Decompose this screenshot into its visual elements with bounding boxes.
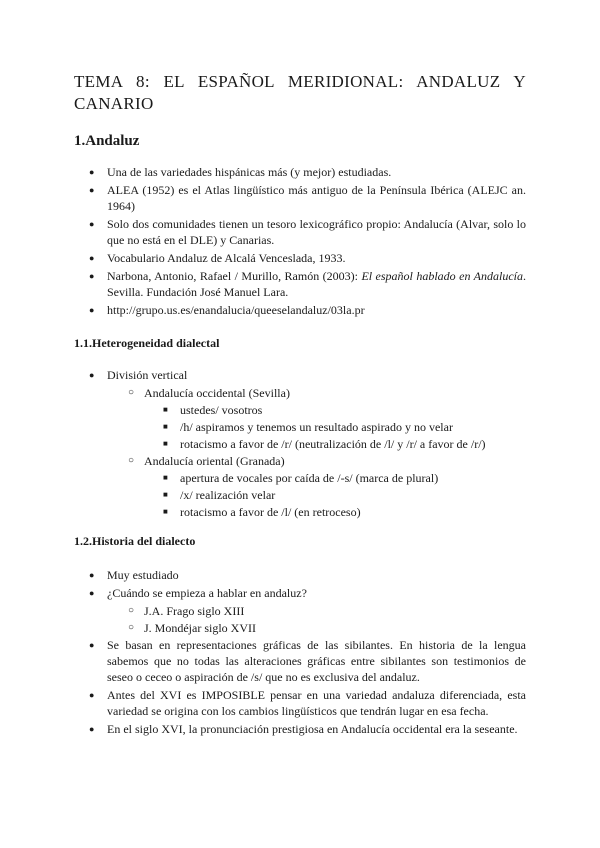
list-item: ● Muy estudiado: [89, 568, 179, 582]
list-item: ○ Andalucía occidental (Sevilla): [128, 386, 290, 400]
bullet-icon: ○: [128, 455, 135, 466]
bullet-icon: ●: [89, 167, 95, 177]
bullet-icon: ●: [89, 370, 95, 380]
list-item: [0, 302, 600, 318]
list-item: ● ALEA (1952) es el Atlas lingüístico más antiguo de la Península Ibérica (ALEJC an. 1964): [89, 183, 526, 213]
bullet-icon: ●: [89, 219, 95, 229]
section-heading-historia: 1.2.Historia del dialecto: [74, 534, 196, 548]
book-title: El español hablado en Andalucía: [361, 269, 523, 283]
list-item: ■ /h/ aspiramos y tenemos un resultado aspirado y no velar: [163, 420, 453, 434]
section-heading-heterogeneidad: 1.1.Heterogeneidad dialectal: [74, 336, 220, 350]
list-item: ■ ustedes/ vosotros: [163, 403, 263, 417]
bullet-icon: ●: [89, 185, 95, 195]
bullet-icon: ■: [163, 439, 168, 448]
list-item: ● ¿Cuándo se empieza a hablar en andaluz?: [89, 586, 307, 600]
list-item: ○ J.A. Frago siglo XIII: [128, 604, 245, 618]
bullet-icon: ○: [128, 605, 135, 616]
historia-list: [0, 567, 600, 739]
list-item: ● Solo dos comunidades tienen un tesoro lexicográfico propio: Andalucía (Alvar, solo lo que no está en el DLE) y Canarias.: [89, 217, 526, 247]
andaluz-bullet-list: [0, 164, 600, 320]
list-item: ○ Andalucía oriental (Granada): [128, 454, 285, 468]
list-item: ● Antes del XVI es IMPOSIBLE pensar en una variedad andaluza diferenciada, esta variedad se origina con los cambios lingüísticos que tendrán lugar en esa fecha.: [89, 688, 526, 718]
list-item: ■ rotacismo a favor de /l/ (en retroceso): [163, 505, 361, 519]
bullet-icon: ●: [89, 305, 95, 315]
bullet-icon: ○: [128, 387, 135, 398]
bullet-icon: ■: [163, 507, 168, 516]
list-item: ■ /x/ realización velar: [163, 488, 276, 502]
list-item: ● Una de las variedades hispánicas más (y mejor) estudiadas.: [89, 165, 392, 179]
bullet-icon: ●: [89, 570, 95, 580]
bullet-icon: ●: [89, 640, 95, 650]
document-title: TEMA 8: EL ESPAÑOL MERIDIONAL: ANDALUZ Y CANARIO: [74, 72, 526, 113]
bullet-icon: ●: [89, 588, 95, 598]
bullet-icon: ●: [89, 690, 95, 700]
list-item: ○ J. Mondéjar siglo XVII: [128, 621, 256, 635]
bullet-icon: ○: [128, 622, 135, 633]
list-item: ● En el siglo XVI, la pronunciación prestigiosa en Andalucía occidental era la seseante.: [89, 722, 518, 736]
bullet-icon: ■: [163, 473, 168, 482]
bullet-icon: ●: [89, 271, 95, 281]
list-item: ● Narbona, Antonio, Rafael / Murillo, Ramón (2003): El español hablado en Andalucía. Sevilla. Fundación José Manuel Lara.: [89, 269, 526, 299]
bullet-icon: ●: [89, 724, 95, 734]
list-item: ● División vertical: [89, 368, 188, 382]
reference-link[interactable]: http://grupo.us.es/enandalucia/queeselandaluz/03la.pr: [107, 303, 365, 317]
bullet-icon: ■: [163, 490, 168, 499]
bullet-icon: ■: [163, 422, 168, 431]
list-item: ● Vocabulario Andaluz de Alcalá Venceslada, 1933.: [89, 251, 346, 265]
bullet-icon: ■: [163, 405, 168, 414]
list-item: ● Se basan en representaciones gráficas de las sibilantes. En historia de la lengua sabemos que no todas las alteraciones gráficas entre sibilantes son testimonios de seseo o ceceo o aspiración de /s/ que no es exclusiva del andaluz.: [89, 638, 526, 684]
heterogeneidad-list: [0, 367, 600, 521]
list-item: ■ apertura de vocales por caída de /-s/ (marca de plural): [163, 471, 439, 485]
bullet-icon: ●: [89, 253, 95, 263]
section-heading-andaluz: 1.Andaluz: [74, 133, 140, 149]
list-item: ■ rotacismo a favor de /r/ (neutralización de /l/ y /r/ a favor de /r/): [163, 437, 486, 451]
